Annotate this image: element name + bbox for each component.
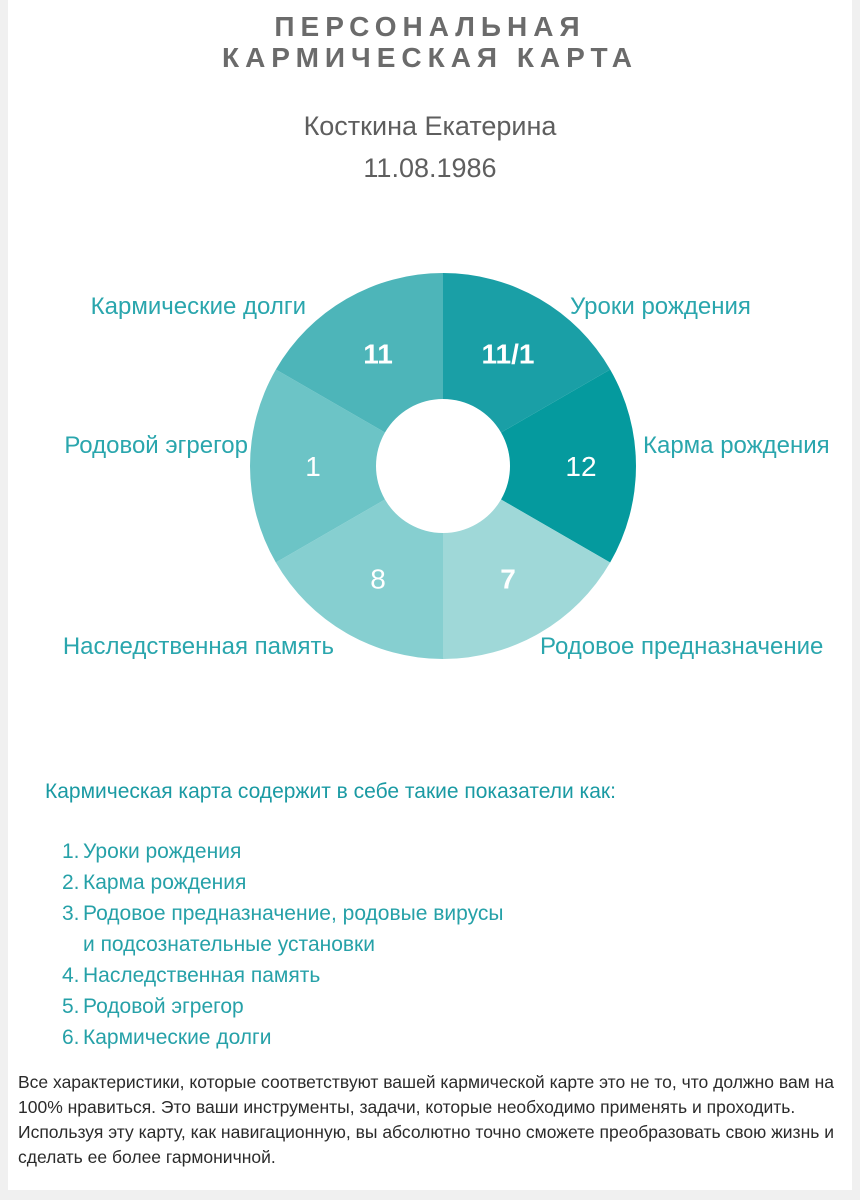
- segment-label-hereditary-memory: Наследственная память: [62, 633, 334, 660]
- list-item-text: Родовое предназначение, родовые вирусы и подсознательные установки: [83, 902, 504, 956]
- closing-note: Все характеристики, которые соответствуют вашей кармической карте это не то, что должно вам на 100% нравиться. Это ваши инструменты, задачи, которые необходимо применять и проходить. Используя эту карту, как навигационную, вы абсолютно точно сможете преобразовать свою жизнь и сделать ее более гармоничной.: [18, 1072, 834, 1167]
- segment-value-birth-lessons: 11/1: [481, 338, 535, 370]
- list-item-text: Кармические долги: [83, 1026, 272, 1049]
- segment-value-ancestral-purpose: 7: [500, 563, 516, 595]
- list-item-text: Уроки рождения: [83, 840, 242, 863]
- birth-date: 11.08.1986: [363, 153, 497, 183]
- segment-value-hereditary-memory: 8: [370, 563, 386, 595]
- list-item-number: 2.: [62, 871, 80, 894]
- person-name: Косткина Екатерина: [303, 111, 557, 141]
- list-item: [62, 836, 513, 867]
- segment-value-family-egregor: 1: [305, 451, 321, 482]
- title-line-2: КАРМИЧЕСКАЯ КАРТА: [221, 42, 639, 73]
- list-item-number: 1.: [62, 840, 80, 863]
- list-item-number: 5.: [62, 995, 80, 1018]
- list-item: [62, 867, 513, 898]
- list-item-number: 6.: [62, 1026, 80, 1049]
- list-item-number: 3.: [62, 902, 80, 925]
- list-intro: Кармическая карта содержит в себе такие показатели как:: [45, 780, 616, 803]
- indicator-list: [62, 836, 513, 1053]
- list-item-number: 4.: [62, 964, 80, 987]
- list-item: [62, 991, 513, 1022]
- list-item-text: Родовой эгрегор: [83, 995, 244, 1018]
- title-line-1: ПЕРСОНАЛЬНАЯ: [274, 11, 586, 42]
- list-item-text: Наследственная память: [83, 964, 321, 987]
- list-item: [62, 960, 513, 991]
- segment-label-ancestral-purpose: Родовое предназначение: [540, 633, 824, 660]
- segment-value-karmic-debts: 11: [363, 338, 393, 370]
- list-item-text: Карма рождения: [83, 871, 247, 894]
- segment-label-family-egregor: Родовой эгрегор: [64, 432, 248, 459]
- segment-value-birth-karma: 12: [565, 451, 597, 482]
- segment-label-birth-lessons: Уроки рождения: [570, 293, 751, 320]
- list-item: [62, 1022, 513, 1053]
- segment-label-karmic-debts: Кармические долги: [90, 293, 306, 320]
- list-item: [62, 898, 513, 960]
- segment-label-birth-karma: Карма рождения: [643, 432, 830, 459]
